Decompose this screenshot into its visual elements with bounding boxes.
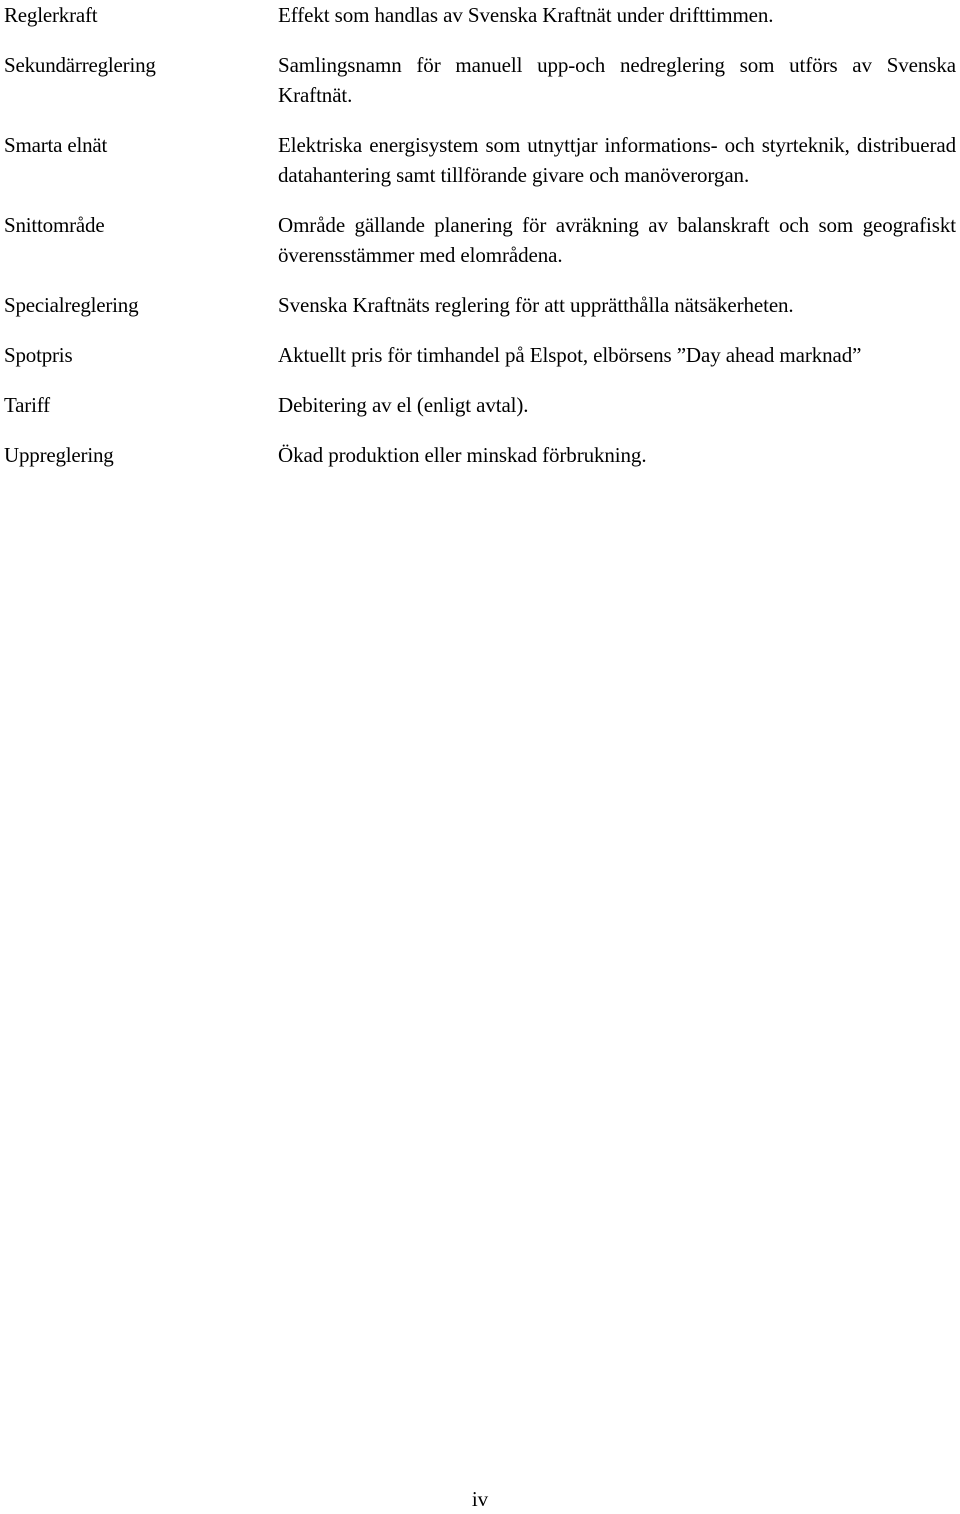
glossary-definition: Område gällande planering för avräkning av balanskraft och som geografiskt överensstämmer med elområdena. <box>278 213 956 267</box>
glossary-entry-smarta-elnat <box>4 130 956 190</box>
glossary-term: Spotpris <box>4 343 73 367</box>
glossary-term: Sekundärreglering <box>4 53 156 77</box>
glossary-term: Tariff <box>4 393 50 417</box>
glossary-term: Uppreglering <box>4 443 114 467</box>
glossary-term: Smarta elnät <box>4 133 108 157</box>
glossary-list <box>4 0 956 490</box>
glossary-entry-sekundarreglering <box>4 50 956 110</box>
glossary-definition: Aktuellt pris för timhandel på Elspot, elbörsens ”Day ahead marknad” <box>278 343 862 367</box>
glossary-term: Snittområde <box>4 213 105 237</box>
glossary-term: Reglerkraft <box>4 3 98 27</box>
glossary-definition: Svenska Kraftnäts reglering för att upprätthålla nätsäkerheten. <box>278 293 794 317</box>
glossary-entry-uppreglering <box>4 440 956 470</box>
glossary-term: Specialreglering <box>4 293 139 317</box>
glossary-definition: Samlingsnamn för manuell upp-och nedreglering som utförs av Svenska Kraftnät. <box>278 53 956 107</box>
glossary-entry-snittomrade <box>4 210 956 270</box>
glossary-definition: Debitering av el (enligt avtal). <box>278 393 529 417</box>
glossary-entry-specialreglering <box>4 290 956 320</box>
glossary-entry-spotpris <box>4 340 956 370</box>
glossary-definition: Effekt som handlas av Svenska Kraftnät under drifttimmen. <box>278 3 774 27</box>
page-number: iv <box>471 1487 489 1511</box>
glossary-entry-reglerkraft <box>4 0 956 30</box>
glossary-entry-tariff <box>4 390 956 420</box>
glossary-definition: Elektriska energisystem som utnyttjar informations- och styrteknik, distribuerad datahantering samt tillförande givare och manöverorgan. <box>278 133 956 187</box>
glossary-definition: Ökad produktion eller minskad förbrukning. <box>278 443 647 467</box>
